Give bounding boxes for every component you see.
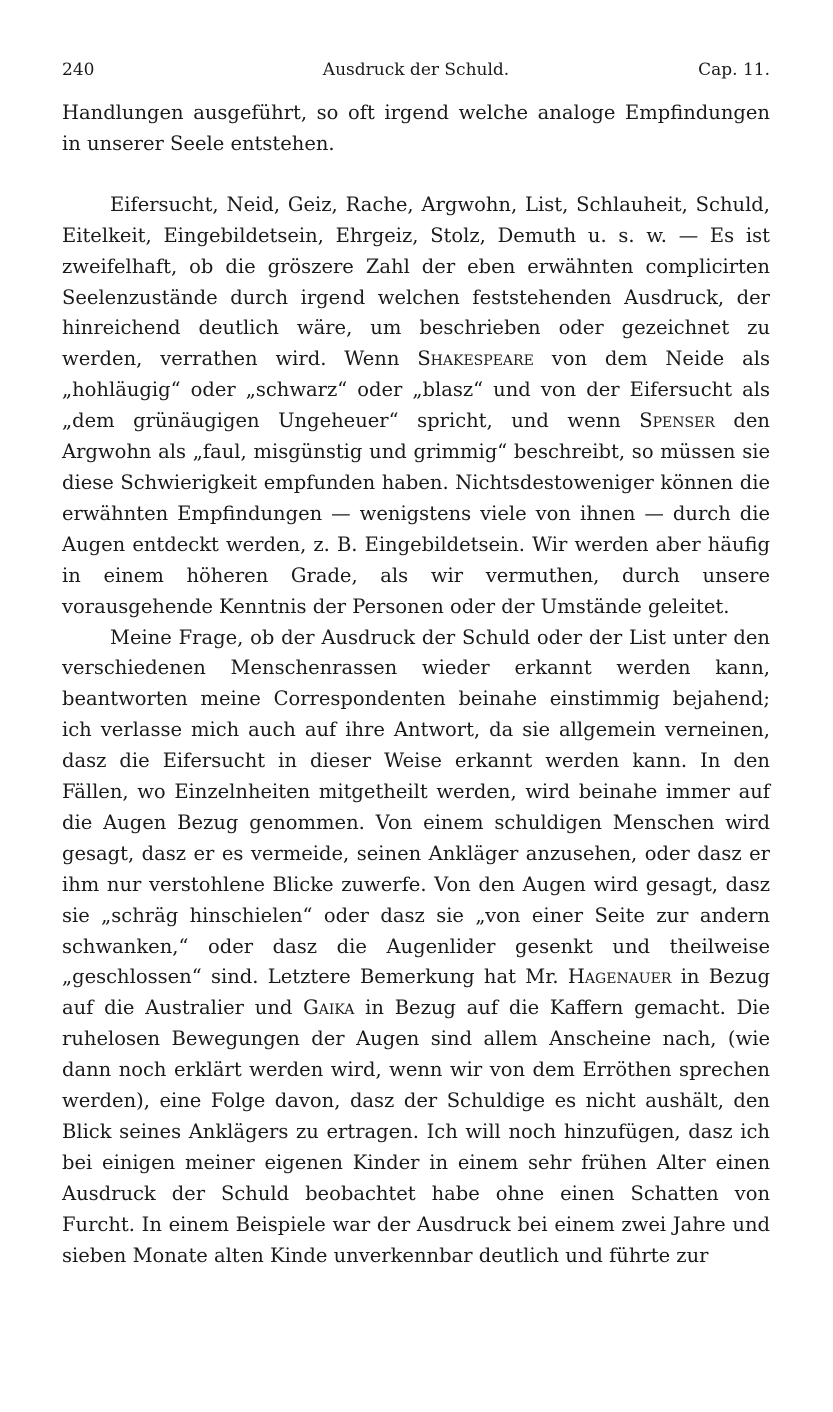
- running-header: [62, 54, 770, 88]
- paragraph-continuation: Handlungen ausgeführt, so oft irgend welche analoge Empfindungen in unserer Seele entstehen.: [62, 101, 770, 155]
- text-run: von dem Neide als „hohläugig“ oder „schwarz“ oder „blasz“ und von der Eifersucht als „dem grünäugigen Ungeheuer“ spricht, und wenn: [62, 347, 770, 433]
- running-title: Ausdruck der Schuld.: [322, 60, 510, 80]
- chapter-label: Cap. 11.: [698, 60, 770, 80]
- person-name-hagenauer: Hagenauer: [567, 965, 672, 989]
- text-run: Eifersucht, Neid, Geiz, Rache, Argwohn, List, Schlauheit, Schuld, Eitelkeit, Eingebildetsein, Ehrgeiz, Stolz, Demuth u. s. w. — Es ist zweifelhaft, ob die gröszere Zahl der eben erwähnten complicirten Seelenzustände durch irgend welchen feststehenden Ausdruck, der hinreichend deutlich wäre, um beschrieben oder gezeichnet zu werden, verrathen wird. Wenn: [62, 192, 770, 371]
- text-run: den Argwohn als „faul, misgünstig und grimmig“ beschreibt, so müssen sie diese Schwierigkeit empfunden haben. Nichtsdestoweniger können die erwähnten Empfindungen — wenigstens viele von ihnen — durch die Augen entdeckt werden, z. B. Eingebildetsein. Wir werden aber häufig in einem höheren Grade, als wir vermuthen, durch unsere vorausgehende Kenntnis der Personen oder der Umstände geleitet.: [62, 409, 770, 618]
- page-number: 240: [62, 60, 95, 80]
- body-text: [62, 98, 770, 1272]
- person-name-gaika: Gaika: [303, 996, 355, 1020]
- author-name-shakespeare: Shakespeare: [417, 347, 534, 371]
- text-run: in Bezug auf die Kaffern gemacht. Die ruhelosen Bewegungen der Augen sind allem Anscheine nach, (wie dann noch erklärt werden wird, wenn wir von dem Erröthen sprechen werden), eine Folge davon, dasz der Schuldige es nicht aushält, den Blick seines Anklägers zu ertragen. Ich will noch hinzufügen, dasz ich bei einigen meiner eigenen Kinder in einem sehr frühen Alter einen Ausdruck der Schuld beobachtet habe ohne einen Schatten von Furcht. In einem Beispiele war der Ausdruck bei einem zwei Jahre und sieben Monate alten Kinde unverkennbar deutlich und führte zur: [62, 996, 770, 1267]
- text-run: Meine Frage, ob der Ausdruck der Schuld oder der List unter den verschiedenen Menschenrassen wieder erkannt werden kann, beantworten meine Correspondenten beinahe einstimmig bejahend; ich verlasse mich auch auf ihre Antwort, da sie allgemein verneinen, dasz die Eifersucht in dieser Weise erkannt werden kann. In den Fällen, wo Einzelnheiten mitgetheilt werden, wird beinahe immer auf die Augen Bezug genommen. Von einem schuldigen Menschen wird gesagt, dasz er es vermeide, seinen Ankläger anzusehen, oder dasz er ihm nur verstohlene Blicke zuwerfe. Von den Augen wird gesagt, dasz sie „schräg hinschielen“ oder dasz sie „von einer Seite zur andern schwanken,“ oder dasz die Augenlider gesenkt und theilweise „geschlossen“ sind. Letztere Bemerkung hat Mr.: [62, 625, 770, 989]
- paragraph-meine-frage: [62, 623, 770, 1272]
- book-page: [62, 54, 770, 1272]
- author-name-spenser: Spenser: [639, 409, 715, 433]
- paragraph-eifersucht: [62, 190, 770, 623]
- text-run: in Bezug auf die Australier und: [62, 965, 770, 1020]
